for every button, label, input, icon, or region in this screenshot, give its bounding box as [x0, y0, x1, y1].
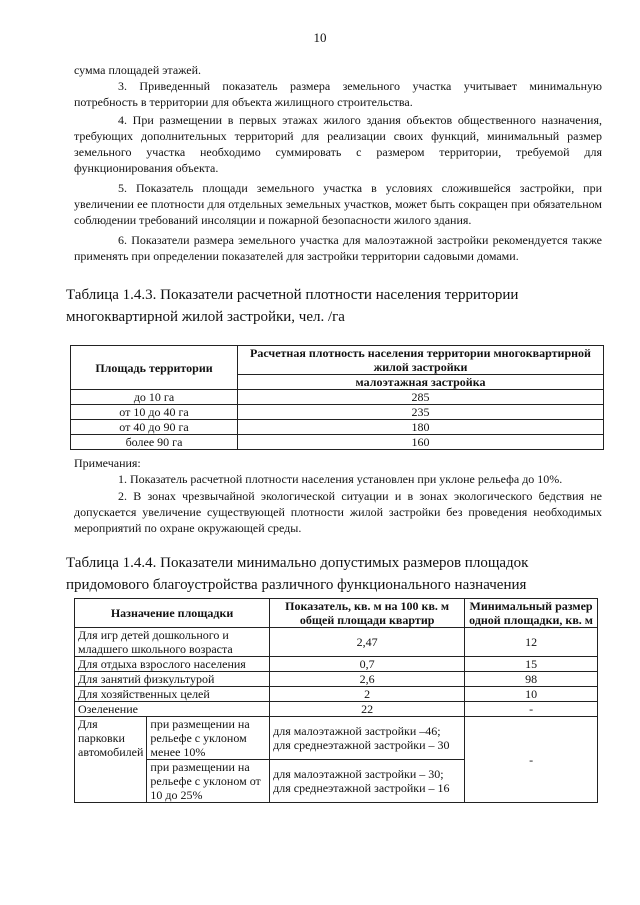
paragraph: 3. Приведенный показатель размера земельного участка учитывает минимальную потребность в территории для объекта жилищного строительства. — [74, 79, 602, 109]
table-cell: - — [465, 717, 598, 803]
table-cell: при размещении на рельефе с уклоном от 10 до 25% — [147, 760, 270, 803]
table-cell: Для хозяйственных целей — [75, 687, 270, 702]
table-cell: для малоэтажной застройки – 30; для среднеэтажной застройки – 16 — [270, 760, 465, 803]
table-header: Назначение площадки — [75, 599, 270, 628]
table-row — [71, 420, 604, 435]
table-cell: Для парковки автомобилей — [75, 717, 147, 803]
table-cell: 235 — [238, 405, 604, 420]
table-header: Показатель, кв. м на 100 кв. м общей площади квартир — [270, 599, 465, 628]
table-cell: 98 — [465, 672, 598, 687]
table-cell: для малоэтажной застройки –46; для среднеэтажной застройки – 30 — [270, 717, 465, 760]
notes-title: Примечания: — [74, 456, 141, 470]
paragraph: 5. Показатель площади земельного участка в условиях сложившейся застройки, при увеличении ее плотности для отдельных земельных участков, может быть сокращен при обязательном соблюдении требований инсоляции и пожарной безопасности жилого здания. — [74, 181, 602, 227]
table-row — [75, 657, 598, 672]
table-cell: 10 — [465, 687, 598, 702]
paragraph: 6. Показатели размера земельного участка для малоэтажной застройки рекомендуется также применять при определении показателей для застройки территории садовыми домами. — [74, 233, 602, 263]
table-row — [75, 687, 598, 702]
table-row — [75, 628, 598, 657]
table-row — [71, 405, 604, 420]
table-header: Минимальный размер одной площадки, кв. м — [465, 599, 598, 628]
table-cell: 2,47 — [270, 628, 465, 657]
table-cell: 180 — [238, 420, 604, 435]
table-header: Площадь территории — [71, 346, 238, 390]
table-cell: 22 — [270, 702, 465, 717]
table-cell: 2,6 — [270, 672, 465, 687]
table-cell: 2 — [270, 687, 465, 702]
note: 1. Показатель расчетной плотности населения установлен при уклоне рельефа до 10%. — [118, 472, 563, 486]
table-row — [75, 702, 598, 717]
table-cell: Озеленение — [75, 702, 270, 717]
table-cell: - — [465, 702, 598, 717]
table-cell: 160 — [238, 435, 604, 450]
table-header: Расчетная плотность населения территории многоквартирной жилой застройки — [238, 346, 604, 375]
table-row — [75, 717, 598, 760]
table-cell: 12 — [465, 628, 598, 657]
table-row — [71, 435, 604, 450]
paragraph: сумма площадей этажей. — [74, 63, 202, 77]
table-cell: при размещении на рельефе с уклоном менее 10% — [147, 717, 270, 760]
table-cell: до 10 га — [71, 390, 238, 405]
page-number: 10 — [313, 30, 327, 45]
table-cell: 15 — [465, 657, 598, 672]
table-cell: от 10 до 40 га — [71, 405, 238, 420]
paragraph: 4. При размещении в первых этажах жилого здания объектов общественного назначения, требующих дополнительных территорий для реализации своих функций, минимальный размер земельного участка необходимо суммировать с размером территории, требуемой для функционирования объекта. — [74, 113, 602, 175]
density-table — [70, 345, 604, 450]
table-cell: от 40 до 90 га — [71, 420, 238, 435]
table-header: малоэтажная застройка — [238, 375, 604, 390]
table-cell: более 90 га — [71, 435, 238, 450]
table-cell: Для занятий физкультурой — [75, 672, 270, 687]
table-row — [71, 390, 604, 405]
table-caption: Таблица 1.4.4. Показатели минимально допустимых размеров площадок придомового благоустройства различного функционального назначения — [66, 555, 529, 593]
table-cell: 0,7 — [270, 657, 465, 672]
table-row — [75, 672, 598, 687]
table-cell: Для отдыха взрослого населения — [75, 657, 270, 672]
table-caption: Таблица 1.4.3. Показатели расчетной плотности населения территории многоквартирной жилой застройки, чел. /га — [66, 287, 519, 325]
table-cell: 285 — [238, 390, 604, 405]
table-cell: Для игр детей дошкольного и младшего школьного возраста — [75, 628, 270, 657]
playgrounds-table — [74, 598, 598, 803]
note: 2. В зонах чрезвычайной экологической ситуации и в зонах экологического бедствия не допускается увеличение существующей плотности жилой застройки без проведения необходимых мероприятий по охране окружающей среды. — [74, 489, 602, 535]
